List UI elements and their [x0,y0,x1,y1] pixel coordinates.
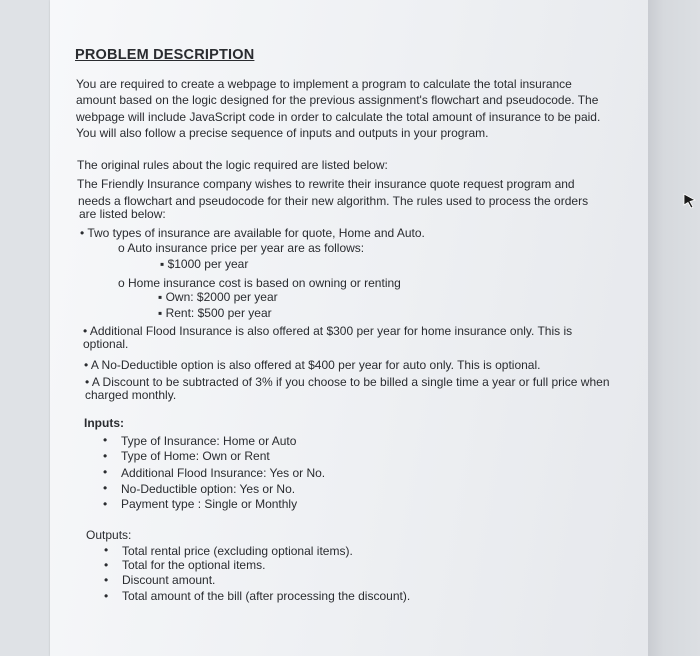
output-item: Total for the optional items. [122,558,266,572]
outputs-label: Outputs: [86,528,132,542]
bullet: • [103,481,108,495]
output-item: Total rental price (excluding optional items). [122,544,353,558]
input-item: No-Deductible option: Yes or No. [121,482,296,496]
rule-item: • Additional Flood Insurance is also offered at $300 per year for home insurance only. This is [83,324,573,338]
rule-item: • A Discount to be subtracted of 3% if you choose to be billed a single time a year or full price when [85,375,610,389]
rule-subitem: o Home insurance cost is based on owning or renting [118,276,401,290]
rules-intro-line: are listed below: [79,207,166,221]
input-item: Payment type : Single or Monthly [121,497,298,511]
input-item: Type of Insurance: Home or Auto [121,434,297,448]
intro-line: amount based on the logic designed for the previous assignment's flowchart and pseudocode. The [76,93,599,107]
background-edge [648,0,700,656]
rules-intro-line: The original rules about the logic required are listed below: [77,158,388,172]
rule-item: • Two types of insurance are available for quote, Home and Auto. [80,226,425,240]
bullet: • [103,465,108,479]
input-item: Additional Flood Insurance: Yes or No. [121,466,326,480]
rule-item: • A No-Deductible option is also offered at $400 per year for auto only. This is optional. [84,358,541,372]
bullet: • [104,543,109,557]
bullet: • [104,573,109,587]
bullet: • [103,449,108,463]
inputs-label: Inputs: [84,416,124,430]
bullet: • [103,497,108,511]
rule-subsubitem: ▪ Rent: $500 per year [158,306,272,320]
rule-subitem: o Auto insurance price per year are as follows: [118,241,365,255]
rule-item-continued: charged monthly. [85,388,177,402]
rules-intro-line: The Friendly Insurance company wishes to rewrite their insurance quote request program and [77,177,575,191]
rules-intro-line: needs a flowchart and pseudocode for their new algorithm. The rules used to process the orders [78,194,589,208]
bullet: • [104,589,109,603]
intro-line: You will also follow a precise sequence of inputs and outputs in your program. [76,126,489,140]
intro-line: You are required to create a webpage to implement a program to calculate the total insurance [76,77,572,91]
output-item: Total amount of the bill (after processing the discount). [122,589,411,603]
bullet: • [103,433,108,447]
output-item: Discount amount. [122,573,216,587]
page-title: PROBLEM DESCRIPTION [75,47,255,63]
rule-subsubitem: ▪ Own: $2000 per year [158,290,278,304]
intro-line: webpage will include JavaScript code in order to calculate the total amount of insurance to be paid. [76,110,601,124]
rule-subsubitem: ▪ $1000 per year [160,257,249,271]
mouse-cursor-icon [683,193,697,209]
bullet: • [104,558,109,572]
input-item: Type of Home: Own or Rent [121,449,270,463]
rule-item-continued: optional. [83,337,129,351]
